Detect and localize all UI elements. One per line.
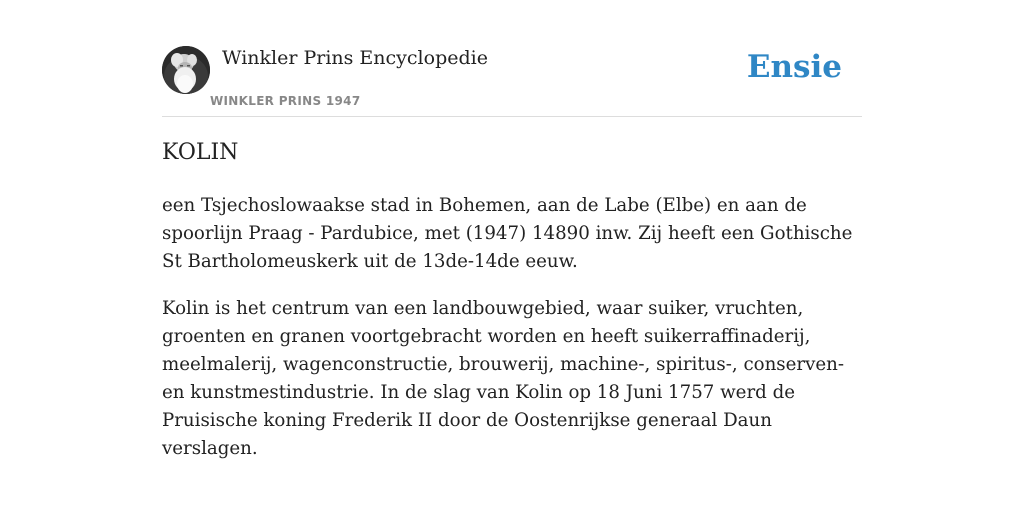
source-subtitle[interactable]: WINKLER PRINS 1947 [210, 94, 361, 108]
entry-title: KOLIN [162, 140, 239, 165]
entry-paragraph: Kolin is het centrum van een landbouwgebied, waar suiker, vruchten, groenten en granen voortgebracht worden en heeft suikerraffinaderij, meelmalerij, wagenconstructie, brouwerij, machine-, spiritus-, conserven- en kunstmestindustrie. In de slag van Kolin op 18 Juni 1757 werd de Pruisische koning Frederik II door de Oostenrijkse generaal Daun verslagen. [162, 298, 844, 459]
brand-logo-link[interactable]: Ensie [746, 49, 842, 85]
entry-paragraph: een Tsjechoslowaakse stad in Bohemen, aan de Labe (Elbe) en aan de spoorlijn Praag - Pardubice, met (1947) 14890 inw. Zij heeft een Gothische St Bartholomeuskerk uit de 13de-14de eeuw. [162, 195, 853, 272]
entry-body [162, 192, 862, 482]
page-header [162, 46, 862, 117]
bearded-man-portrait-icon [162, 46, 210, 94]
source-title[interactable]: Winkler Prins Encyclopedie [222, 47, 488, 69]
source-avatar[interactable] [162, 46, 210, 94]
